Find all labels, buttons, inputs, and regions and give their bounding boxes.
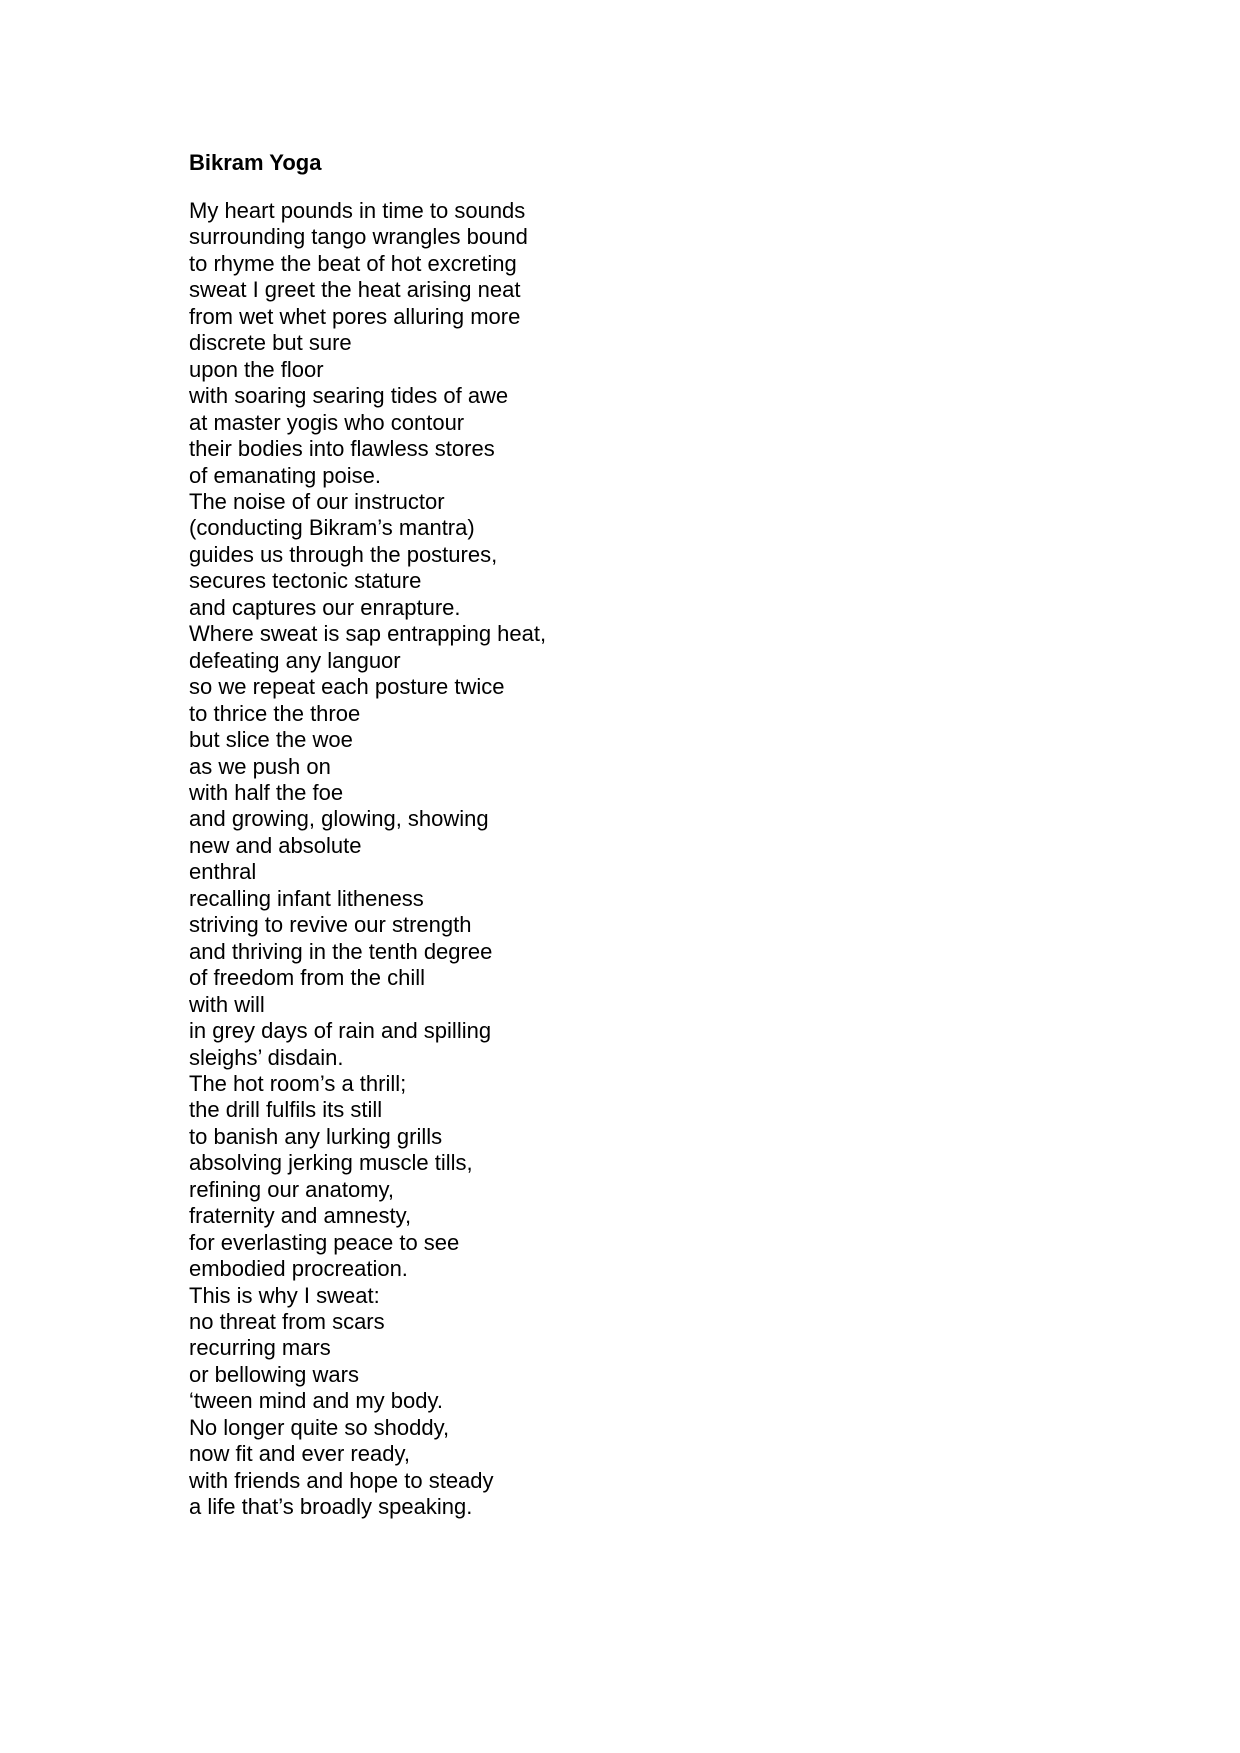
poem-line: defeating any languor: [189, 647, 401, 673]
poem-line: in grey days of rain and spilling: [189, 1018, 492, 1044]
poem-line: of freedom from the chill: [189, 965, 425, 991]
poem-line: ‘tween mind and my body.: [189, 1388, 443, 1414]
poem-line: This is why I sweat:: [189, 1282, 380, 1308]
poem-line: absolving jerking muscle tills,: [189, 1150, 473, 1176]
poem-line: sweat I greet the heat arising neat: [189, 277, 521, 303]
poem-line: and thriving in the tenth degree: [189, 938, 493, 964]
poem-line: a life that’s broadly speaking.: [189, 1494, 473, 1520]
poem-line: at master yogis who contour: [189, 409, 465, 435]
poem-line: sleighs’ disdain.: [189, 1044, 344, 1070]
poem-line: but slice the woe: [189, 727, 353, 753]
poem-line: with friends and hope to steady: [189, 1467, 494, 1493]
poem-line: to banish any lurking grills: [189, 1123, 443, 1149]
poem-line: to rhyme the beat of hot excreting: [189, 250, 517, 276]
poem-line: so we repeat each posture twice: [189, 674, 505, 700]
poem: [189, 148, 1089, 1521]
poem-line: recalling infant litheness: [189, 885, 424, 911]
poem-line: discrete but sure: [189, 330, 352, 356]
poem-line: for everlasting peace to see: [189, 1229, 460, 1255]
poem-line: of emanating poise.: [189, 462, 382, 488]
poem-line: enthral: [189, 859, 257, 885]
poem-line: The hot room’s a thrill;: [189, 1070, 407, 1096]
poem-title: Bikram Yoga: [189, 150, 322, 175]
poem-line: surrounding tango wrangles bound: [189, 224, 528, 250]
poem-line: and growing, glowing, showing: [189, 806, 489, 832]
poem-line: new and absolute: [189, 832, 362, 858]
poem-line: secures tectonic stature: [189, 568, 422, 594]
poem-line: and captures our enrapture.: [189, 594, 461, 620]
poem-line: The noise of our instructor: [189, 488, 445, 514]
poem-line: or bellowing wars: [189, 1361, 359, 1387]
poem-line: with will: [189, 991, 265, 1017]
poem-line: the drill fulfils its still: [189, 1097, 383, 1123]
poem-line: fraternity and amnesty,: [189, 1203, 412, 1229]
poem-line: (conducting Bikram’s mantra): [189, 515, 475, 541]
poem-body: [189, 198, 1089, 1521]
poem-line: My heart pounds in time to sounds: [189, 198, 526, 223]
poem-line: striving to revive our strength: [189, 912, 472, 938]
poem-line: refining our anatomy,: [189, 1176, 395, 1202]
poem-line: with half the foe: [189, 779, 344, 805]
poem-line: no threat from scars: [189, 1309, 385, 1335]
poem-line: guides us through the postures,: [189, 541, 498, 567]
poem-line: their bodies into flawless stores: [189, 436, 495, 462]
poem-line: No longer quite so shoddy,: [189, 1414, 450, 1440]
poem-line: now fit and ever ready,: [189, 1441, 410, 1467]
poem-line: to thrice the throe: [189, 700, 361, 726]
poem-line: upon the floor: [189, 356, 324, 382]
poem-line: Where sweat is sap entrapping heat,: [189, 621, 547, 647]
poem-line: from wet whet pores alluring more: [189, 303, 521, 329]
poem-line: as we push on: [189, 753, 331, 779]
poem-line: embodied procreation.: [189, 1256, 408, 1282]
poem-line: recurring mars: [189, 1335, 331, 1361]
poem-line: with soaring searing tides of awe: [189, 383, 509, 409]
